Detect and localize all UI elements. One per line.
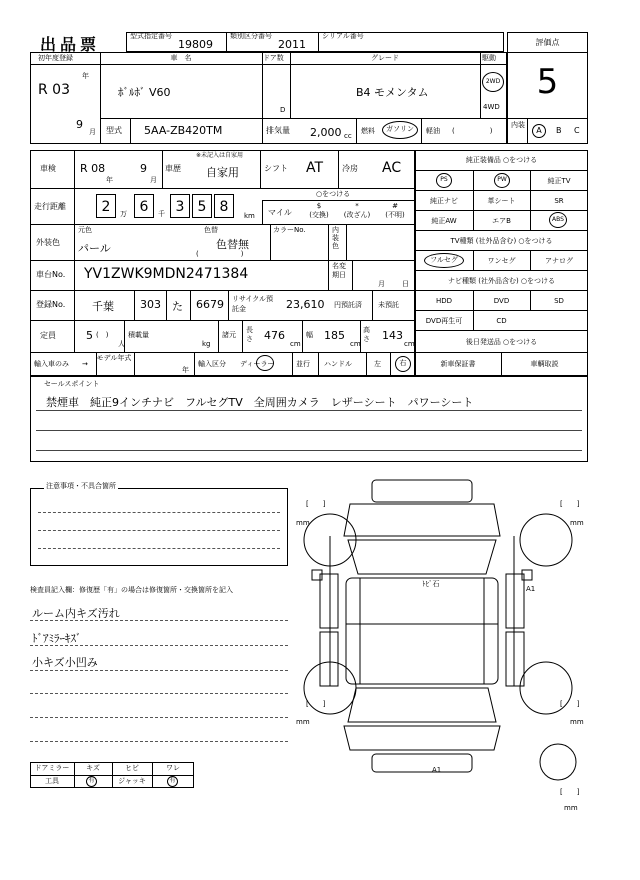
shift-label: シフト bbox=[264, 164, 288, 173]
mileage-digit-2: 6 bbox=[134, 194, 154, 218]
caution-label: 注意事項・不具合箇所 bbox=[46, 482, 116, 490]
usage: 自家用 bbox=[206, 166, 239, 179]
drive-label: 駆動 bbox=[482, 54, 496, 62]
score-value: 5 bbox=[536, 62, 559, 102]
import-label: 輸入車のみ bbox=[34, 360, 69, 368]
paint-change: 色替無 bbox=[216, 238, 249, 251]
tire-rl-bracket: [ ] bbox=[306, 700, 326, 708]
navi-cd[interactable]: CD bbox=[496, 317, 507, 325]
sales-points: 禁煙車 純正9インチナビ フルセグTV 全周囲カメラ レザーシート パワーシート bbox=[46, 396, 474, 409]
width-label: 幅 bbox=[306, 331, 313, 339]
mile-opt-exchange[interactable]: $ (交換) bbox=[309, 202, 329, 219]
import-parallel[interactable]: 並行 bbox=[296, 360, 310, 368]
reg-label: 登録No. bbox=[36, 300, 66, 309]
tire-rr-mm: mm bbox=[570, 718, 584, 726]
inspection-label: 車検 bbox=[40, 164, 56, 173]
spare-bracket: [ ] bbox=[560, 788, 580, 796]
damage-mark-rear: A1 bbox=[432, 766, 442, 774]
reg-kana: た bbox=[172, 300, 183, 313]
equip-sr[interactable]: SR bbox=[554, 197, 564, 205]
tv-oneseg[interactable]: ワンセグ bbox=[487, 257, 516, 265]
inspection-month-unit: 月 bbox=[150, 176, 157, 184]
km-unit: km bbox=[244, 212, 255, 220]
model-year-label: モデル年式 bbox=[96, 354, 132, 362]
type-no: 19809 bbox=[178, 38, 213, 51]
grade: B4 モメンタム bbox=[356, 86, 429, 99]
damage-mark-right: A1 bbox=[526, 585, 536, 593]
interior-a: A bbox=[532, 124, 546, 138]
class-no: 2011 bbox=[278, 38, 306, 51]
damage-mark-roof: ﾄﾋﾞ石 bbox=[422, 580, 440, 588]
legend-scratch: キズ bbox=[86, 764, 100, 772]
exterior-color: パール bbox=[78, 242, 111, 255]
fuel-label: 燃料 bbox=[361, 127, 375, 135]
tv-analog[interactable]: アナログ bbox=[545, 257, 573, 265]
name-change-month: 月 bbox=[378, 280, 385, 288]
vin: YV1ZWK9MDN2471384 bbox=[84, 266, 249, 282]
equip-pw[interactable]: PW bbox=[494, 173, 510, 188]
height-unit: cm bbox=[404, 340, 415, 348]
ac-label: 冷房 bbox=[342, 164, 358, 173]
door-label: ドア数 bbox=[263, 54, 284, 62]
interior-b: B bbox=[556, 126, 562, 135]
drive-4wd: 4WD bbox=[483, 103, 500, 111]
doc-manual[interactable]: 車輌取説 bbox=[530, 360, 559, 368]
handle-left[interactable]: 左 bbox=[374, 360, 381, 368]
displacement-label: 排気量 bbox=[266, 126, 290, 135]
recycle-label: リサイクル預託金 bbox=[232, 295, 274, 313]
mileage-digit-3: 3 bbox=[170, 194, 190, 218]
length: 476 bbox=[264, 329, 285, 342]
mile-opt-unknown[interactable]: # (不明) bbox=[385, 202, 405, 219]
navi-dvd[interactable]: DVD bbox=[493, 297, 510, 305]
note-line-3: 小キズ小凹み bbox=[32, 656, 98, 669]
first-reg-era: R 03 bbox=[38, 82, 70, 98]
model: 5AA-ZB420TM bbox=[144, 124, 223, 137]
vin-label: 車台No. bbox=[36, 270, 66, 279]
drive-2wd: 2WD bbox=[482, 72, 504, 92]
mile-mark-note: ○をつける bbox=[316, 190, 351, 198]
legend-door-mirror: ドアミラー bbox=[34, 764, 70, 772]
load-unit: kg bbox=[202, 340, 211, 348]
height-label: 高さ bbox=[363, 326, 370, 343]
recycle-amount: 23,610 bbox=[286, 298, 325, 311]
type-no-label: 型式指定番号 bbox=[130, 32, 172, 40]
sales-label: セールスポイント bbox=[44, 380, 100, 388]
legend-crack: ヒビ bbox=[125, 764, 139, 772]
class-no-label: 類別区分番号 bbox=[230, 32, 272, 40]
mileage-digit-5: 8 bbox=[214, 194, 234, 218]
equip-leather[interactable]: 革シート bbox=[487, 197, 516, 205]
spare-mm: mm bbox=[564, 804, 578, 812]
tire-fl-mm: mm bbox=[296, 519, 310, 527]
capacity-label: 定員 bbox=[40, 331, 56, 340]
capacity-paren: ( ) bbox=[96, 331, 109, 339]
grade-label: グレード bbox=[371, 54, 399, 62]
equip-tv[interactable]: 純正TV bbox=[547, 177, 571, 185]
inspection-month: 9 bbox=[140, 162, 147, 175]
form-title: 出品票 bbox=[40, 35, 101, 54]
mileage-label: 走行距離 bbox=[34, 202, 66, 211]
orig-color-label: 元色 bbox=[78, 226, 92, 234]
recycle-unpaid: 未預託 bbox=[378, 301, 399, 309]
interior-c: C bbox=[574, 126, 580, 135]
name-change-label: 名変期日 bbox=[332, 262, 346, 279]
tire-rr-bracket: [ ] bbox=[560, 700, 580, 708]
length-unit: cm bbox=[290, 340, 301, 348]
legend-jack: ジャッキ bbox=[118, 777, 146, 785]
ac: AC bbox=[382, 160, 402, 176]
tire-fl-bracket: [ ] bbox=[306, 500, 326, 508]
caution-box bbox=[30, 488, 288, 566]
fuel-other: ( ) bbox=[452, 127, 493, 135]
paint-label: 色替 bbox=[204, 226, 218, 234]
reg-number: 6679 bbox=[196, 298, 224, 311]
displacement: 2,000 bbox=[310, 126, 342, 139]
inspection-era: R 08 bbox=[80, 162, 106, 175]
equip-airbag[interactable]: エアB bbox=[492, 217, 511, 225]
capacity-unit: 人 bbox=[118, 340, 125, 348]
mileage-man: 万 bbox=[120, 210, 127, 218]
equip-abs[interactable]: ABS bbox=[549, 212, 567, 228]
tire-fr-bracket: [ ] bbox=[560, 500, 580, 508]
mileage-digit-1: 2 bbox=[96, 194, 116, 218]
paint-paren: ( ) bbox=[196, 250, 244, 258]
recycle-note: 円預託済 bbox=[334, 301, 362, 309]
import-dealer[interactable]: ディーラー bbox=[240, 360, 275, 368]
car-name-label: 車 名 bbox=[170, 54, 192, 62]
dealer-circle bbox=[256, 355, 274, 371]
score-label: 評価点 bbox=[535, 38, 560, 47]
navi-hdd[interactable]: HDD bbox=[435, 297, 453, 305]
length-label: 長さ bbox=[246, 326, 253, 343]
tire-fr-mm: mm bbox=[570, 519, 584, 527]
equip-navi[interactable]: 純正ナビ bbox=[430, 197, 458, 205]
legend-tools: 工具 bbox=[45, 777, 59, 785]
reg-area: 千葉 bbox=[92, 300, 114, 313]
door-mark: D bbox=[280, 106, 286, 114]
first-reg-label: 初年度登録 bbox=[38, 54, 73, 62]
car-name: ﾎﾞﾙﾎﾞ V60 bbox=[118, 86, 171, 99]
inspector-label: 検査員記入欄：修復歴「有」の場合は修復箇所・交換箇所を記入 bbox=[30, 586, 233, 594]
doc-warranty[interactable]: 新車保証書 bbox=[440, 360, 476, 368]
handle-right[interactable]: 右 bbox=[395, 356, 411, 372]
legend-broken: ワレ bbox=[166, 764, 180, 772]
name-change-day: 日 bbox=[402, 280, 409, 288]
legend-tools-has: 有 bbox=[86, 776, 97, 787]
interior-color-label: 内装色 bbox=[332, 226, 339, 250]
equip-ps[interactable]: PS bbox=[436, 173, 452, 188]
height: 143 bbox=[382, 329, 403, 342]
year-unit: 年 bbox=[82, 72, 89, 80]
legend-jack-has: 有 bbox=[167, 776, 178, 787]
navi-type-title: ナビ種類 (社外品含む) ○をつける bbox=[447, 277, 556, 285]
displacement-unit: cc bbox=[344, 132, 352, 140]
handle-label: ハンドル bbox=[324, 360, 352, 368]
mile-label: マイル bbox=[268, 208, 292, 217]
reg-class: 303 bbox=[140, 298, 161, 311]
month-unit: 月 bbox=[89, 128, 96, 136]
serial-label: シリアル番号 bbox=[322, 32, 364, 40]
shift: AT bbox=[306, 160, 324, 176]
tv-type-title: TV種類 (社外品含む) ○をつける bbox=[450, 237, 553, 245]
tv-fullseg[interactable]: フルセグ bbox=[424, 253, 464, 268]
interior-label: 内装 bbox=[511, 121, 525, 129]
tire-rl-mm: mm bbox=[296, 718, 310, 726]
load-label: 積載量 bbox=[128, 331, 149, 339]
mileage-digit-4: 5 bbox=[192, 194, 212, 218]
note-line-2: ﾄﾞｱﾐﾗｰｷｽﾞ bbox=[32, 632, 82, 645]
mile-opt-tampered[interactable]: * (改ざん) bbox=[343, 202, 371, 219]
capacity: 5 bbox=[86, 329, 93, 342]
mileage-sen: 千 bbox=[158, 210, 165, 218]
width-unit: cm bbox=[350, 340, 361, 348]
first-reg-month: 9 bbox=[76, 118, 83, 131]
car-diagram bbox=[290, 474, 590, 814]
inspection-year-unit: 年 bbox=[106, 176, 113, 184]
width: 185 bbox=[324, 329, 345, 342]
docs-title: 後日発送品 ○をつける bbox=[465, 338, 538, 346]
dims-label: 諸元 bbox=[222, 331, 236, 339]
import-type-label: 輸入区分 bbox=[198, 360, 226, 368]
note-line-1: ルーム内キズ汚れ bbox=[32, 607, 120, 620]
navi-dvd-play[interactable]: DVD再生可 bbox=[425, 317, 463, 325]
model-label: 型式 bbox=[106, 126, 122, 135]
model-year-unit: 年 bbox=[182, 366, 189, 374]
oil-label: 軽油 bbox=[426, 127, 440, 135]
fuel-gasoline: ガソリン bbox=[382, 121, 418, 139]
navi-sd[interactable]: SD bbox=[554, 297, 564, 305]
usage-label: 車歴 bbox=[165, 164, 181, 173]
equip-aw[interactable]: 純正AW bbox=[431, 217, 457, 225]
std-equip-title: 純正装備品 ○をつける bbox=[465, 156, 538, 164]
color-label: 外装色 bbox=[36, 238, 60, 247]
color-no-label: カラーNo. bbox=[273, 226, 306, 234]
usage-note: ※未記入は自家用 bbox=[196, 152, 244, 159]
